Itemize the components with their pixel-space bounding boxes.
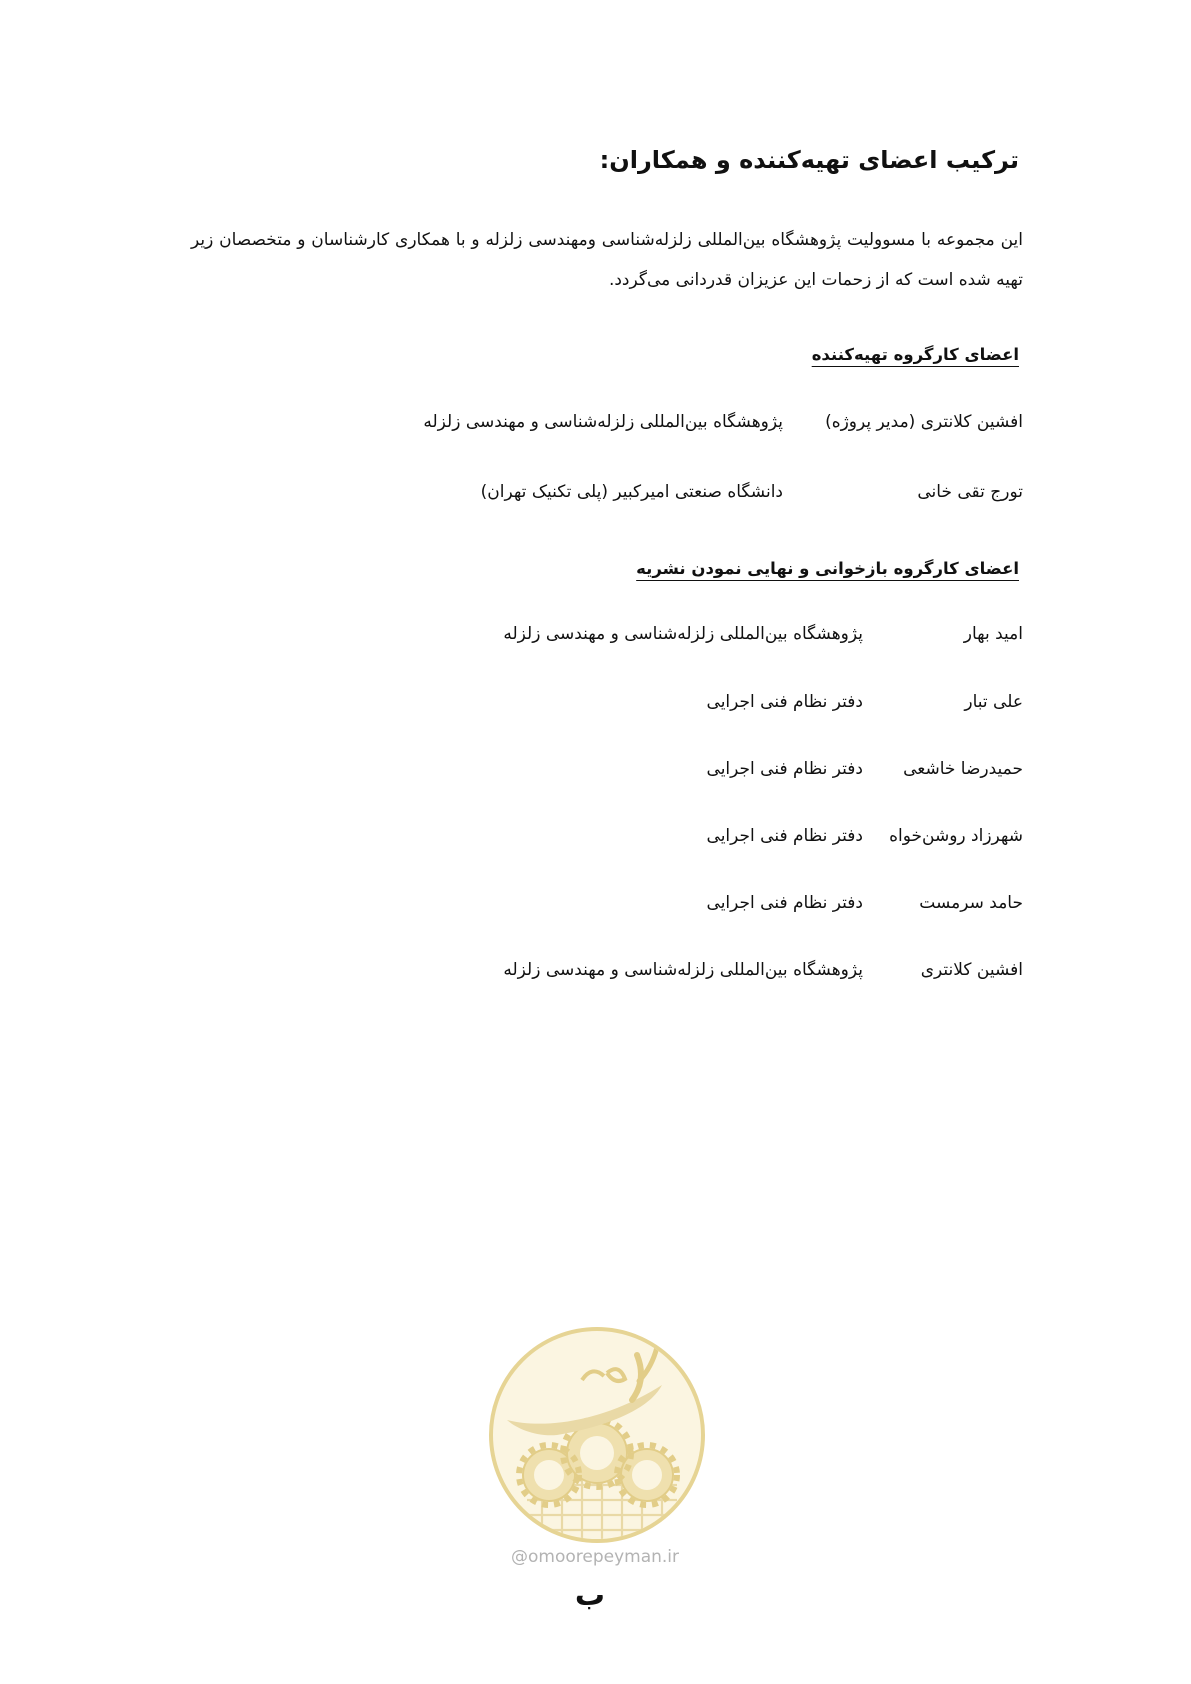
- member-name: تورج تقی خانی: [917, 482, 1023, 502]
- member-name: حمیدرضا خاشعی: [903, 759, 1023, 779]
- section-heading-review-group: اعضای کارگروه بازخوانی و نهایی نمودن نشریه: [636, 559, 1019, 578]
- member-organization: دفتر نظام فنی اجرایی: [706, 893, 863, 913]
- member-organization: دفتر نظام فنی اجرایی: [706, 826, 863, 846]
- page-title: ترکیب اعضای تهیه‌کننده و همکاران:: [599, 146, 1019, 174]
- member-name: حامد سرمست: [919, 893, 1023, 913]
- member-organization: پژوهشگاه بین‌المللی زلزله‌شناسی و مهندسی زلزله: [423, 412, 783, 432]
- member-name: افشین کلانتری (مدیر پروژه): [825, 412, 1023, 432]
- member-name: امید بهار: [963, 624, 1023, 644]
- watermark-url: @omoorepeyman.ir: [510, 1547, 680, 1567]
- intro-paragraph: این مجموعه با مسوولیت پژوهشگاه بین‌المللی زلزله‌شناسی ومهندسی زلزله و با همکاری کارشناسان و متخصصان زیر تهیه شده است که از زحمات این عزیزان قدردانی می‌گردد.: [191, 230, 1023, 290]
- member-organization: پژوهشگاه بین‌المللی زلزله‌شناسی و مهندسی زلزله: [503, 624, 863, 644]
- member-name: افشین کلانتری: [920, 960, 1023, 980]
- omoorepeyman-logo-icon: [487, 1325, 707, 1545]
- member-name: علی تبار: [964, 692, 1023, 712]
- member-organization: دفتر نظام فنی اجرایی: [706, 692, 863, 712]
- member-organization: دفتر نظام فنی اجرایی: [706, 759, 863, 779]
- member-name: شهرزاد روشن‌خواه: [889, 826, 1023, 846]
- member-organization: دانشگاه صنعتی امیرکبیر (پلی تکنیک تهران): [480, 482, 783, 502]
- member-organization: پژوهشگاه بین‌المللی زلزله‌شناسی و مهندسی زلزله: [503, 960, 863, 980]
- page-number: ب: [574, 1578, 606, 1613]
- section-heading-preparation-group: اعضای کارگروه تهیه‌کننده: [811, 345, 1019, 364]
